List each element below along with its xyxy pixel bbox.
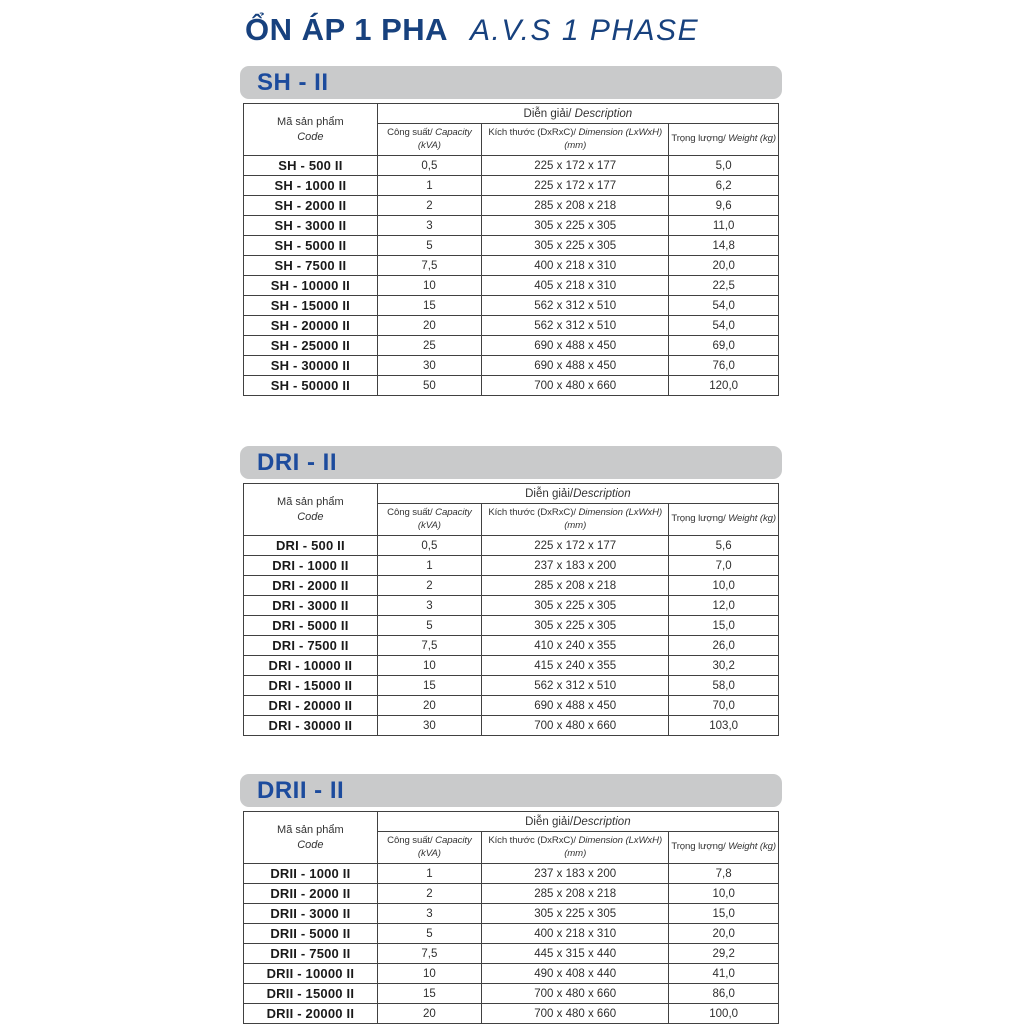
col-header-capacity — [377, 832, 481, 864]
col-header-weight — [669, 504, 779, 536]
section-banner — [240, 446, 782, 479]
cell-capacity: 7,5 — [377, 256, 481, 276]
cell-product-code: DRII - 20000 II — [244, 1004, 378, 1024]
col-header-code-vn: Mã sản phẩm — [277, 824, 344, 837]
col-header-dimension-unit: (mm) — [564, 519, 587, 531]
col-header-dimension-unit: (mm) — [564, 847, 587, 859]
table-row — [244, 924, 779, 944]
table-row — [244, 864, 779, 884]
cell-dimension: 562 x 312 x 510 — [482, 296, 669, 316]
cell-weight: 20,0 — [669, 924, 779, 944]
cell-weight: 5,6 — [669, 536, 779, 556]
cell-weight: 11,0 — [669, 216, 779, 236]
cell-product-code: SH - 1000 II — [244, 176, 378, 196]
cell-product-code: DRI - 3000 II — [244, 596, 378, 616]
cell-product-code: SH - 30000 II — [244, 356, 378, 376]
cell-weight: 41,0 — [669, 964, 779, 984]
cell-dimension: 562 x 312 x 510 — [482, 316, 669, 336]
col-header-code-vn: Mã sản phẩm — [277, 496, 344, 509]
cell-weight: 70,0 — [669, 696, 779, 716]
cell-product-code: SH - 25000 II — [244, 336, 378, 356]
table-row — [244, 376, 779, 396]
col-header-description-en: Description — [573, 815, 631, 828]
cell-capacity: 30 — [377, 356, 481, 376]
cell-weight: 14,8 — [669, 236, 779, 256]
cell-dimension: 690 x 488 x 450 — [482, 356, 669, 376]
col-header-dimension-en: Dimension (LxWxH) — [575, 834, 663, 846]
cell-capacity: 20 — [377, 696, 481, 716]
table-row — [244, 296, 779, 316]
cell-weight: 5,0 — [669, 156, 779, 176]
table-row — [244, 904, 779, 924]
cell-capacity: 0,5 — [377, 536, 481, 556]
cell-weight: 10,0 — [669, 576, 779, 596]
table-row — [244, 336, 779, 356]
table-row — [244, 884, 779, 904]
cell-weight: 103,0 — [669, 716, 779, 736]
table-row — [244, 176, 779, 196]
page-title — [240, 12, 782, 54]
section-banner-label: SH - II — [257, 68, 329, 96]
col-header-capacity-vn: Công suất/ — [387, 126, 433, 138]
col-header-code — [244, 104, 378, 156]
cell-dimension: 305 x 225 x 305 — [482, 236, 669, 256]
cell-dimension: 700 x 480 x 660 — [482, 984, 669, 1004]
cell-dimension: 305 x 225 x 305 — [482, 904, 669, 924]
cell-dimension: 445 x 315 x 440 — [482, 944, 669, 964]
table-header — [244, 812, 779, 864]
spec-table-drii-ii — [243, 811, 779, 1024]
col-header-capacity-unit: (kVA) — [417, 139, 441, 151]
col-header-weight-en: Weight (kg) — [725, 841, 777, 853]
col-header-dimension-vn: Kích thước (DxRxC)/ — [488, 126, 576, 138]
section-banner — [240, 774, 782, 807]
col-header-code-en: Code — [297, 838, 324, 851]
table-row — [244, 984, 779, 1004]
table-row — [244, 696, 779, 716]
cell-capacity: 15 — [377, 984, 481, 1004]
col-header-capacity-vn: Công suất/ — [387, 834, 433, 846]
cell-capacity: 15 — [377, 676, 481, 696]
cell-weight: 6,2 — [669, 176, 779, 196]
col-header-description — [377, 484, 778, 504]
cell-capacity: 3 — [377, 216, 481, 236]
cell-capacity: 15 — [377, 296, 481, 316]
cell-product-code: DRII - 3000 II — [244, 904, 378, 924]
cell-product-code: SH - 10000 II — [244, 276, 378, 296]
col-header-description-vn: Diễn giải/ — [525, 487, 574, 500]
page-title-vietnamese: ỔN ÁP 1 PHA — [245, 12, 449, 47]
cell-dimension: 285 x 208 x 218 — [482, 884, 669, 904]
cell-product-code: DRI - 7500 II — [244, 636, 378, 656]
cell-weight: 54,0 — [669, 296, 779, 316]
cell-dimension: 225 x 172 x 177 — [482, 536, 669, 556]
table-row — [244, 196, 779, 216]
spec-table-sh-ii — [243, 103, 779, 396]
col-header-description-en: Description — [573, 487, 631, 500]
cell-capacity: 2 — [377, 576, 481, 596]
cell-dimension: 305 x 225 x 305 — [482, 616, 669, 636]
col-header-capacity-vn: Công suất/ — [387, 506, 433, 518]
col-header-code-vn: Mã sản phẩm — [277, 116, 344, 129]
col-header-weight-vn: Trọng lượng/ — [671, 841, 726, 853]
cell-capacity: 30 — [377, 716, 481, 736]
cell-product-code: SH - 20000 II — [244, 316, 378, 336]
cell-product-code: DRI - 10000 II — [244, 656, 378, 676]
cell-capacity: 50 — [377, 376, 481, 396]
table-row — [244, 356, 779, 376]
cell-dimension: 700 x 480 x 660 — [482, 376, 669, 396]
cell-product-code: DRII - 5000 II — [244, 924, 378, 944]
section-sh-ii — [240, 66, 782, 396]
col-header-capacity — [377, 504, 481, 536]
table-row — [244, 1004, 779, 1024]
col-header-weight — [669, 832, 779, 864]
cell-capacity: 0,5 — [377, 156, 481, 176]
cell-product-code: DRI - 20000 II — [244, 696, 378, 716]
table-row — [244, 316, 779, 336]
cell-product-code: SH - 5000 II — [244, 236, 378, 256]
page-content — [240, 12, 782, 1024]
cell-product-code: DRII - 15000 II — [244, 984, 378, 1004]
section-banner — [240, 66, 782, 99]
section-banner-label: DRII - II — [257, 776, 345, 804]
col-header-weight-en: Weight (kg) — [725, 513, 777, 525]
cell-product-code: DRI - 1000 II — [244, 556, 378, 576]
cell-product-code: SH - 3000 II — [244, 216, 378, 236]
table-row — [244, 596, 779, 616]
cell-dimension: 400 x 218 x 310 — [482, 924, 669, 944]
cell-product-code: SH - 500 II — [244, 156, 378, 176]
cell-weight: 54,0 — [669, 316, 779, 336]
cell-weight: 7,0 — [669, 556, 779, 576]
cell-capacity: 5 — [377, 924, 481, 944]
cell-product-code: DRI - 2000 II — [244, 576, 378, 596]
cell-dimension: 690 x 488 x 450 — [482, 336, 669, 356]
cell-dimension: 225 x 172 x 177 — [482, 156, 669, 176]
col-header-capacity-en: Capacity — [432, 506, 472, 518]
cell-capacity: 3 — [377, 596, 481, 616]
cell-dimension: 225 x 172 x 177 — [482, 176, 669, 196]
cell-weight: 15,0 — [669, 904, 779, 924]
cell-product-code: SH - 15000 II — [244, 296, 378, 316]
cell-dimension: 400 x 218 x 310 — [482, 256, 669, 276]
col-header-code-en: Code — [297, 510, 324, 523]
section-dri-ii — [240, 446, 782, 736]
cell-capacity: 10 — [377, 656, 481, 676]
table-row — [244, 636, 779, 656]
table-row — [244, 964, 779, 984]
cell-dimension: 305 x 225 x 305 — [482, 596, 669, 616]
cell-capacity: 20 — [377, 316, 481, 336]
table-row — [244, 676, 779, 696]
cell-dimension: 237 x 183 x 200 — [482, 556, 669, 576]
cell-weight: 12,0 — [669, 596, 779, 616]
cell-capacity: 20 — [377, 1004, 481, 1024]
cell-product-code: SH - 7500 II — [244, 256, 378, 276]
col-header-weight-vn: Trọng lượng/ — [671, 133, 726, 145]
cell-weight: 76,0 — [669, 356, 779, 376]
page-title-english: A.V.S 1 PHASE — [470, 14, 700, 47]
table-header — [244, 484, 779, 536]
cell-capacity: 5 — [377, 616, 481, 636]
table-row — [244, 156, 779, 176]
cell-dimension: 490 x 408 x 440 — [482, 964, 669, 984]
cell-dimension: 690 x 488 x 450 — [482, 696, 669, 716]
cell-product-code: DRII - 2000 II — [244, 884, 378, 904]
cell-product-code: DRI - 500 II — [244, 536, 378, 556]
cell-weight: 26,0 — [669, 636, 779, 656]
cell-capacity: 2 — [377, 196, 481, 216]
table-header — [244, 104, 779, 156]
cell-capacity: 5 — [377, 236, 481, 256]
col-header-description-vn: Diễn giải/ — [523, 107, 572, 120]
cell-dimension: 700 x 480 x 660 — [482, 1004, 669, 1024]
cell-weight: 120,0 — [669, 376, 779, 396]
table-row — [244, 656, 779, 676]
cell-product-code: DRII - 7500 II — [244, 944, 378, 964]
col-header-capacity — [377, 124, 481, 156]
cell-dimension: 285 x 208 x 218 — [482, 576, 669, 596]
section-banner-label: DRI - II — [257, 448, 337, 476]
col-header-dimension-en: Dimension (LxWxH) — [575, 126, 663, 138]
table-body — [244, 156, 779, 396]
cell-capacity: 7,5 — [377, 636, 481, 656]
col-header-dimension-vn: Kích thước (DxRxC)/ — [488, 834, 576, 846]
col-header-capacity-en: Capacity — [432, 126, 472, 138]
cell-weight: 9,6 — [669, 196, 779, 216]
col-header-description — [377, 812, 778, 832]
table-row — [244, 536, 779, 556]
col-header-dimension — [482, 124, 669, 156]
cell-product-code: SH - 50000 II — [244, 376, 378, 396]
cell-capacity: 3 — [377, 904, 481, 924]
cell-product-code: DRI - 5000 II — [244, 616, 378, 636]
table-row — [244, 576, 779, 596]
cell-dimension: 562 x 312 x 510 — [482, 676, 669, 696]
cell-dimension: 285 x 208 x 218 — [482, 196, 669, 216]
cell-weight: 15,0 — [669, 616, 779, 636]
col-header-weight — [669, 124, 779, 156]
col-header-code-en: Code — [297, 130, 324, 143]
cell-dimension: 415 x 240 x 355 — [482, 656, 669, 676]
col-header-capacity-unit: (kVA) — [417, 519, 441, 531]
col-header-description-vn: Diễn giải/ — [525, 815, 574, 828]
table-body — [244, 864, 779, 1024]
table-row — [244, 256, 779, 276]
table-row — [244, 216, 779, 236]
table-row — [244, 556, 779, 576]
section-drii-ii — [240, 774, 782, 1024]
cell-dimension: 305 x 225 x 305 — [482, 216, 669, 236]
cell-capacity: 1 — [377, 864, 481, 884]
table-row — [244, 276, 779, 296]
cell-weight: 100,0 — [669, 1004, 779, 1024]
cell-capacity: 1 — [377, 556, 481, 576]
cell-weight: 20,0 — [669, 256, 779, 276]
cell-capacity: 2 — [377, 884, 481, 904]
cell-capacity: 10 — [377, 276, 481, 296]
col-header-weight-vn: Trọng lượng/ — [671, 513, 726, 525]
col-header-code — [244, 812, 378, 864]
col-header-code — [244, 484, 378, 536]
table-row — [244, 236, 779, 256]
spec-table-dri-ii — [243, 483, 779, 736]
col-header-dimension-vn: Kích thước (DxRxC)/ — [488, 506, 576, 518]
col-header-description-en: Description — [571, 107, 633, 120]
table-row — [244, 944, 779, 964]
cell-product-code: DRII - 10000 II — [244, 964, 378, 984]
col-header-capacity-unit: (kVA) — [417, 847, 441, 859]
col-header-description — [377, 104, 778, 124]
col-header-dimension — [482, 504, 669, 536]
col-header-dimension-unit: (mm) — [564, 139, 587, 151]
cell-weight: 86,0 — [669, 984, 779, 1004]
cell-product-code: DRII - 1000 II — [244, 864, 378, 884]
cell-dimension: 410 x 240 x 355 — [482, 636, 669, 656]
table-row — [244, 616, 779, 636]
cell-weight: 58,0 — [669, 676, 779, 696]
cell-capacity: 25 — [377, 336, 481, 356]
cell-product-code: DRI - 30000 II — [244, 716, 378, 736]
cell-weight: 10,0 — [669, 884, 779, 904]
cell-weight: 69,0 — [669, 336, 779, 356]
cell-dimension: 237 x 183 x 200 — [482, 864, 669, 884]
cell-weight: 22,5 — [669, 276, 779, 296]
col-header-dimension-en: Dimension (LxWxH) — [575, 506, 663, 518]
cell-weight: 7,8 — [669, 864, 779, 884]
cell-weight: 30,2 — [669, 656, 779, 676]
table-body — [244, 536, 779, 736]
cell-product-code: DRI - 15000 II — [244, 676, 378, 696]
cell-weight: 29,2 — [669, 944, 779, 964]
cell-dimension: 700 x 480 x 660 — [482, 716, 669, 736]
cell-capacity: 10 — [377, 964, 481, 984]
cell-dimension: 405 x 218 x 310 — [482, 276, 669, 296]
col-header-dimension — [482, 832, 669, 864]
col-header-capacity-en: Capacity — [432, 834, 472, 846]
cell-product-code: SH - 2000 II — [244, 196, 378, 216]
col-header-weight-en: Weight (kg) — [725, 133, 777, 145]
cell-capacity: 7,5 — [377, 944, 481, 964]
table-row — [244, 716, 779, 736]
cell-capacity: 1 — [377, 176, 481, 196]
